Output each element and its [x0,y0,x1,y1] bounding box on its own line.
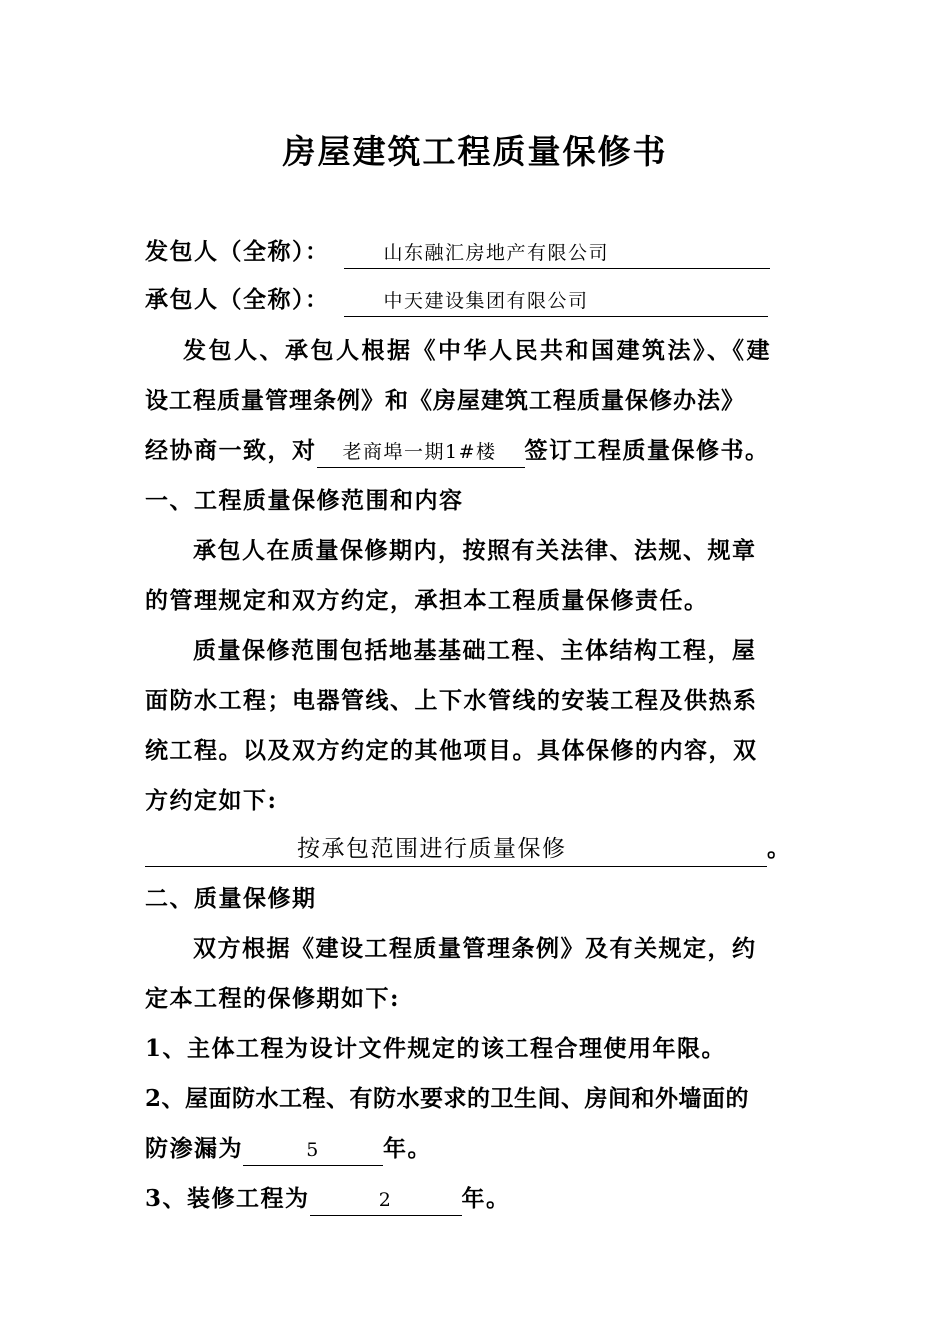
employer-row [145,234,770,270]
warranty-item-1: 1、主体工程为设计文件规定的该工程合理使用年限。 [145,1035,727,1062]
warranty-item-3-unit: 年。 [461,1185,511,1212]
agreed-content-suffix: 。 [767,835,792,862]
section1-p2-line1: 质量保修范围包括地基基础工程、主体结构工程，屋 [193,637,757,664]
agreed-content-row [145,831,792,867]
contractor-label: 承包人（全称）： [145,286,330,313]
project-name: 老商埠一期1#楼 [317,437,525,468]
section2-p1-line1: 双方根据《建设工程质量管理条例》及有关规定，约 [193,935,757,962]
section1-p2-line3: 统工程。以及双方约定的其他项目。具体保修的内容，双 [145,737,758,764]
section1-p2-line2: 面防水工程；电器管线、上下水管线的安装工程及供热系 [145,687,758,714]
waterproof-years: 5 [243,1135,383,1166]
document-title: 房屋建筑工程质量保修书 [282,132,668,171]
section1-heading: 一、工程质量保修范围和内容 [145,487,464,514]
section2-p1-line2: 定本工程的保修期如下: [145,985,400,1012]
contractor-name: 中天建设集团有限公司 [344,286,768,317]
intro-line-2: 设工程质量管理条例》和《房屋建筑工程质量保修办法》 [145,387,745,414]
warranty-item-3 [145,1181,511,1217]
warranty-item-2-unit: 年。 [383,1135,432,1162]
contractor-row [145,282,768,318]
intro-line-3-prefix: 经协商一致，对 [145,437,317,464]
section2-heading: 二、质量保修期 [145,885,317,912]
section1-p1-line2: 的管理规定和双方约定，承担本工程质量保修责任。 [145,587,709,614]
intro-line-3 [145,433,770,469]
warranty-item-2-line1: 2、屋面防水工程、有防水要求的卫生间、房间和外墙面的 [145,1085,750,1112]
intro-line-1: 发包人、承包人根据《中华人民共和国建筑法》、《建 [183,337,772,364]
warranty-item-3-prefix: 3、装修工程为 [145,1185,310,1212]
employer-name: 山东融汇房地产有限公司 [344,238,770,269]
agreed-content: 按承包范围进行质量保修 [145,832,767,867]
intro-line-3-suffix: 签订工程质量保修书。 [524,437,770,464]
section1-p2-line4: 方约定如下: [145,787,278,814]
warranty-item-2-line2 [145,1131,432,1167]
decoration-years: 2 [310,1185,462,1216]
employer-label: 发包人（全称）： [145,238,330,265]
section1-p1-line1: 承包人在质量保修期内，按照有关法律、法规、规章 [193,537,757,564]
warranty-item-2-prefix: 防渗漏为 [145,1135,243,1162]
